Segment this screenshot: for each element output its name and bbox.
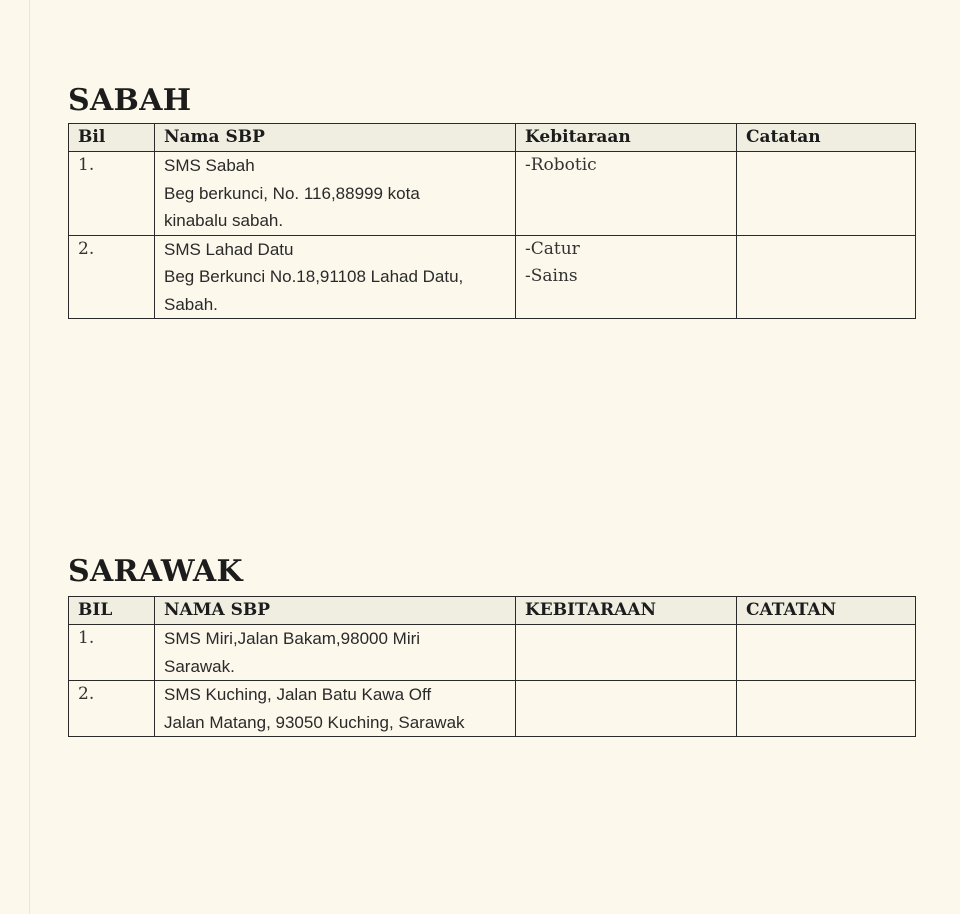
table-header-row (69, 597, 916, 625)
school-name: SMS Sabah (164, 156, 255, 175)
page-margin-line (29, 0, 30, 914)
cell-bil: 1. (69, 625, 155, 681)
header-catatan: Catatan (737, 124, 916, 152)
school-address: Sarawak. (164, 656, 235, 676)
header-nama-sbp: Nama SBP (155, 124, 516, 152)
table-row (69, 681, 916, 737)
cell-kebitaraan (516, 235, 737, 319)
school-address: Jalan Matang, 93050 Kuching, Sarawak (164, 712, 465, 732)
cell-bil: 2. (69, 235, 155, 319)
school-address: SMS Miri,Jalan Bakam,98000 Miri (164, 629, 421, 648)
cell-nama-sbp (155, 625, 516, 681)
school-address: SMS Kuching, Jalan Batu Kawa Off (164, 685, 432, 704)
header-kebitaraan: Kebitaraan (516, 124, 737, 152)
section-title-sarawak: SARAWAK (68, 554, 243, 589)
school-address: Beg Berkunci No.18,91108 Lahad Datu, (164, 267, 464, 286)
school-address: Beg berkunci, No. 116,88999 kota (164, 183, 420, 203)
specialty-item: -Sains (525, 265, 578, 286)
cell-bil: 1. (69, 152, 155, 236)
specialty-item: -Catur (525, 238, 580, 259)
cell-kebitaraan (516, 152, 737, 236)
sabah-table (68, 123, 916, 319)
header-nama-sbp: NAMA SBP (155, 597, 516, 625)
cell-catatan (737, 152, 916, 236)
cell-kebitaraan (516, 625, 737, 681)
school-address: kinabalu sabah. (164, 211, 284, 230)
header-kebitaraan: KEBITARAAN (516, 597, 737, 625)
cell-nama-sbp (155, 152, 516, 236)
header-bil: Bil (69, 124, 155, 152)
header-catatan: CATATAN (737, 597, 916, 625)
school-address: Sabah. (164, 294, 218, 314)
table-header-row (69, 124, 916, 152)
cell-catatan (737, 235, 916, 319)
specialty-item: -Robotic (525, 155, 597, 175)
sarawak-table (68, 596, 916, 737)
cell-kebitaraan (516, 681, 737, 737)
table-row (69, 152, 916, 236)
cell-catatan (737, 681, 916, 737)
header-bil: BIL (69, 597, 155, 625)
section-title-sabah: SABAH (68, 83, 192, 118)
school-name: SMS Lahad Datu (164, 239, 294, 259)
cell-nama-sbp (155, 235, 516, 319)
table-row (69, 625, 916, 681)
cell-nama-sbp (155, 681, 516, 737)
table-row (69, 235, 916, 319)
cell-catatan (737, 625, 916, 681)
cell-bil: 2. (69, 681, 155, 737)
